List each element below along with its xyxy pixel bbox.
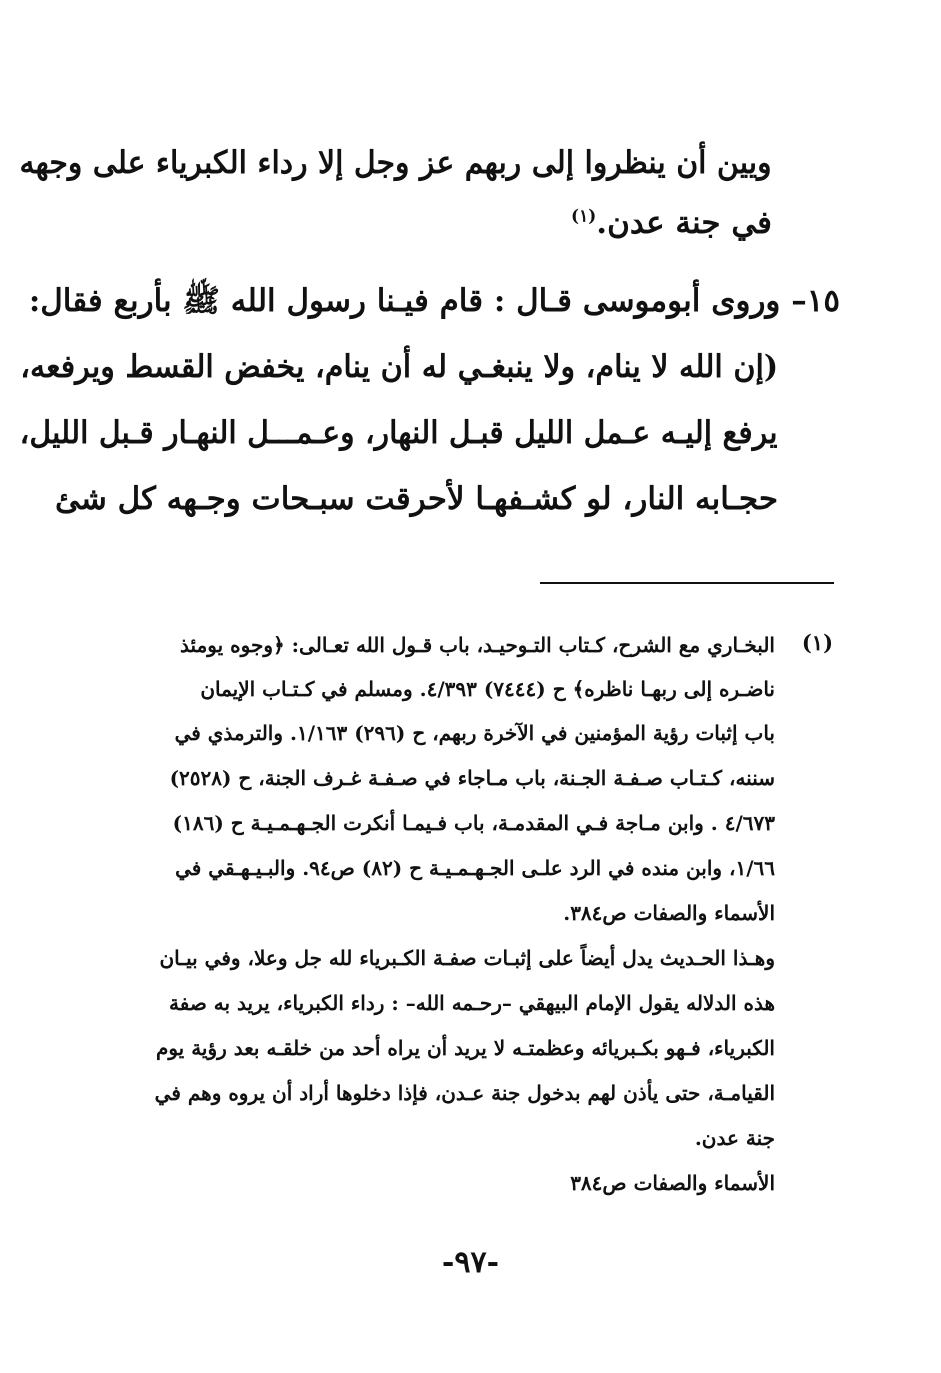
hadith-line-2: يرفع إليـه عـمل الليل قبـل النهار، وعـمـــل النهـار قـبل الليل، [20,415,778,451]
hadith-intro: وروى أبوموسى قـال : قام فيـنا رسول الله ﷺ بأربع فقال: [28,283,781,319]
footnote-line: ١/٦٦، وابن منده في الرد علـى الجـهـمـيـة ح (٨٢) ص٩٤. والبـيـهـقي في [175,856,775,880]
footnote-line: البخـاري مع الشرح، كـتاب التـوحيـد، باب قـول الله تعـالى: ﴿وجوه يومئذ [180,633,775,657]
footnote-number: (١) [801,630,833,655]
footnote-line: سننه، كـتـاب صـفـة الجـنة، باب مـاجاء في صـفـة غـرف الجنة، ح (٢٥٢٨) [169,766,775,790]
footnote-line: هذه الدلاله يقول الإمام البيهقي –رحـمه الله– : رداء الكبرياء، يريد به صفة [168,991,775,1015]
footnote-line: الكبرياء، فـهو بكـبريائه وعظمتـه لا يريد أن يراه أحد من خلقـه بعد رؤية يوم [155,1036,775,1060]
hadith-line-1: (إن الله لا ينام، ولا ينبغـي له أن ينام، يخفض القسط ويرفعه، [20,349,778,385]
footnote-line: الأسماء والصفات ص٣٨٤. [563,901,775,925]
footnote-reference: (١) [571,206,597,227]
hadith-number: ١٥– [791,283,840,319]
hadith-block [20,268,840,548]
footnote-line: جنة عدن. [694,1126,775,1150]
page-number: -٩٧- [441,1245,500,1280]
footnote-line: ناضـره إلى ربهـا ناظره﴾ ح (٧٤٤٤) ٤/٣٩٣. ومسلم في كـتـاب الإيمان [200,677,775,701]
hadith-line-3: حجـابه النار، لو كشـفهـا لأحرقت سبـحات وجـهه كل شئ [54,481,778,517]
footnote-line: القيامـة، حتى يأذن لهم بدخول جنة عـدن، فإذا دخلوها أراد أن يروه وهم في [154,1081,775,1105]
footnote-line: باب إثبات رؤية المؤمنين في الآخرة ربهم، ح (٢٩٦) ١/١٦٣. والترمذي في [174,721,775,745]
hadith-intro-line [29,268,840,334]
main-line-1: ويين أن ينظروا إلى ربهم عز وجل إلا رداء الكبرياء على وجهه [19,145,772,181]
footnote-divider [540,582,834,584]
main-line-2 [571,190,772,256]
footnote-line: وهـذا الحـديث يدل أيضاً على إثبـات صفـة الكـبرياء لله جل وعلا، وفي بيـان [159,946,775,970]
footnote-line: الأسماء والصفات ص٣٨٤ [570,1171,775,1195]
footnote-line: ٤/٦٧٣ . وابن مـاجة فـي المقدمـة، باب فـيمـا أنكرت الجـهـمـيـة ح (١٨٦) [172,811,775,835]
main-line-2-text: في جنة عدن. [596,205,772,241]
